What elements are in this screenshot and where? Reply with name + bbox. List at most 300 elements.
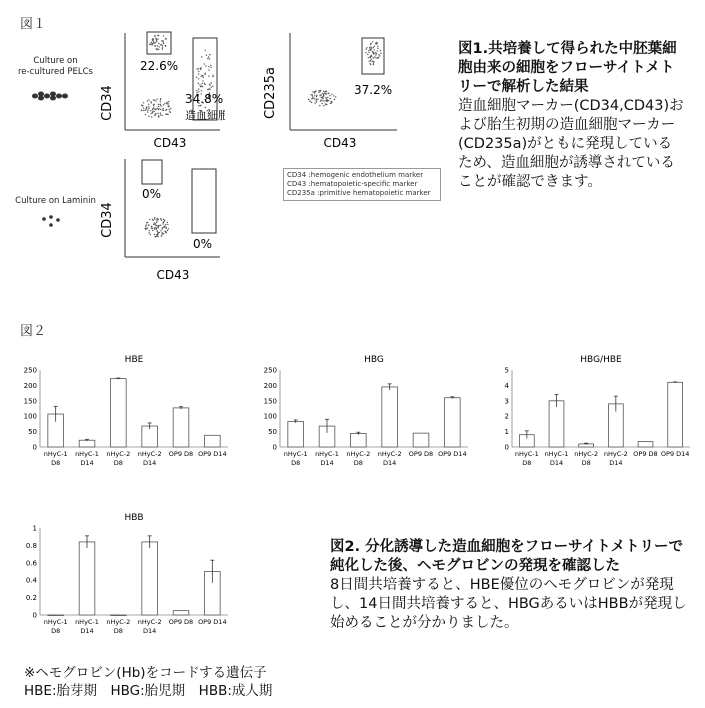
scatter-dot [198,88,199,89]
scatter-dot [154,218,155,219]
chart-hbb [10,508,240,647]
scatter-dot [322,100,323,101]
scatter-dot [206,55,207,56]
scatter-dot [166,228,167,229]
scatter-dot [323,91,324,92]
bar [288,421,304,447]
scatter-dot [314,98,315,99]
chart-title: HBE [124,355,144,365]
scatter-dot [162,227,163,228]
scatter-dot [207,89,208,90]
scatter-dot [166,103,167,104]
scatter-dot [167,222,168,223]
scatter-dot [162,47,163,48]
bar [79,440,95,447]
scatter-dot [161,220,162,221]
scatter-dot [321,103,322,104]
scatter-dot [378,54,379,55]
scatter-dot [167,104,168,105]
scatter-dot [380,53,381,54]
scatter-dot [155,227,156,228]
scatter-dot [331,101,332,102]
scatter-dot [325,91,326,92]
scatter-dot [152,43,153,44]
scatter-dot [373,52,374,53]
bar [351,433,367,447]
scatter-dot [368,50,369,51]
x-tick-label: OP9 D14 [198,450,227,458]
fig2-description [330,538,690,633]
scatter-dot [154,108,155,109]
scatter-dot [157,45,158,46]
scatter-dot [167,224,168,225]
scatter-dot [370,44,371,45]
scatter-dot [204,63,205,64]
fig1-desc-body: 造血細胞マーカー(CD34,CD43)および胎生初期の造血細胞マーカー(CD235a)がともに発現しているため、造血細胞が誘導されていることが確認できます。 [458,98,684,190]
y-tick-label: 100 [23,412,37,421]
scatter-dot [370,49,371,50]
scatter-dot [156,49,157,50]
scatter-dot [375,57,376,58]
scatter-dot [208,69,209,70]
scatter-dot [162,115,163,116]
scatter-dot [154,100,155,101]
y-tick-label: 250 [263,366,277,375]
x-tick-label: D8 [522,459,532,467]
scatter-dot [168,105,169,106]
x-tick-label: nHyC-2 [346,450,371,458]
scatter-dot [331,94,332,95]
scatter-dot [367,54,368,55]
y-tick-label: 5 [504,366,509,375]
y-tick-label: 0 [504,443,509,452]
x-tick-label: OP9 D14 [198,618,227,626]
scatter-dot [160,98,161,99]
scatter-dot [372,51,373,52]
x-tick-label: nHyC-2 [377,450,402,458]
scatter-dot [198,78,199,79]
scatter-dot [202,75,203,76]
x-tick-label: nHyC-1 [315,450,339,458]
scatter-dot [320,95,321,96]
scatter-dot [196,77,197,78]
scatter-dot [324,92,325,93]
x-tick-label: D8 [51,459,61,467]
scatter-dot [198,73,199,74]
scatter-dot [378,57,379,58]
scatter-dot [211,67,212,68]
p2-xlabel: CD43 [323,136,357,150]
x-tick-label: OP9 D8 [168,450,194,458]
scatter-dot [312,95,313,96]
fig1-desc-title: 図1.共培養して得られた中胚葉細胞由来の細胞をフローサイトメトリーで解析した結果 [458,41,677,95]
scatter-dot [150,234,151,235]
single-cells-icon [40,213,62,232]
scatter-dot [147,222,148,223]
bar [173,408,189,447]
scatter-dot [375,54,376,55]
scatter-dot [312,98,313,99]
scatter-dot [167,230,168,231]
bar [638,442,653,447]
scatter-dot [327,97,328,98]
scatter-dot [156,41,157,42]
y-tick-label: 0.6 [25,559,37,568]
y-tick-label: 1 [32,524,37,533]
footnote [24,664,272,700]
scatter-dot [333,95,334,96]
x-tick-label: nHyC-1 [283,450,308,458]
scatter-dot [366,48,367,49]
scatter-dot [166,109,167,110]
scatter-dot [152,40,153,41]
y-tick-label: 150 [263,397,277,406]
scatter-dot [153,105,154,106]
scatter-dot [157,113,158,114]
scatter-dot [210,82,211,83]
scatter-dot [379,55,380,56]
scatter-dot [209,58,210,59]
x-tick-label: nHyC-1 [43,618,68,626]
row2-label: Culture on Laminin [15,196,96,206]
scatter-dot [212,76,213,77]
x-tick-label: D14 [80,459,94,467]
scatter-dot [147,101,148,102]
scatter-dot [147,228,148,229]
scatter-dot [162,48,163,49]
scatter-dot [165,46,166,47]
scatter-dot [170,108,171,109]
scatter-dot [316,100,317,101]
legend-line-cd235a: CD235a :primitive hematopoietic marker [287,189,431,197]
scatter-dot [158,108,159,109]
x-tick-label: nHyC-2 [106,450,131,458]
x-tick-label: OP9 D8 [168,618,194,626]
scatter-dot [365,52,366,53]
x-tick-label: D14 [320,459,334,467]
x-tick-label: OP9 D8 [633,450,658,458]
scatter-dot [377,48,378,49]
scatter-dot [329,98,330,99]
x-tick-label: nHyC-2 [137,450,162,458]
scatter-dot [319,105,320,106]
scatter-dot [163,219,164,220]
x-tick-label: nHyC-1 [544,450,569,458]
scatter-dot [152,230,153,231]
scatter-dot [374,56,375,57]
scatter-dot [373,64,374,65]
scatter-dot [156,99,157,100]
scatter-dot [154,35,155,36]
scatter-dot [209,84,210,85]
scatter-dot [153,42,154,43]
x-tick-label: D14 [549,459,564,467]
scatter-dot [330,103,331,104]
y-tick-label: 3 [504,397,509,406]
scatter-dot [200,69,201,70]
scatter-dot [155,46,156,47]
scatter-dot [161,105,162,106]
scatter-dot [169,109,170,110]
scatter-dot [335,96,336,97]
scatter-dot [148,232,149,233]
x-tick-label: D14 [80,627,94,635]
scatter-dot [368,57,369,58]
scatter-dot [380,50,381,51]
scatter-dot [158,104,159,105]
scatter-dot [328,100,329,101]
scatter-dot [158,227,159,228]
scatter-dot [152,219,153,220]
scatter-dot [160,109,161,110]
scatter-dot [146,107,147,108]
x-tick-label: nHyC-1 [75,618,99,626]
scatter-dot [147,110,148,111]
scatter-dot [210,65,211,66]
scatter-dot [155,42,156,43]
scatter-dot [370,57,371,58]
scatter-dot [148,106,149,107]
scatter-dot [165,231,166,232]
scatter-dot [198,83,199,84]
fig2-label: 図２ [20,324,47,339]
scatter-dot [160,112,161,113]
scatter-dot [377,46,378,47]
scatter-dot [371,56,372,57]
scatter-dot [197,68,198,69]
scatter-dot [163,110,164,111]
scatter-dot [372,41,373,42]
scatter-dot [321,94,322,95]
scatter-dot [198,71,199,72]
scatter-dot [158,115,159,116]
x-tick-label: nHyC-1 [75,450,99,458]
scatter-dot [154,115,155,116]
scatter-dot [377,50,378,51]
x-tick-label: D8 [113,459,123,467]
scatter-dot [152,38,153,39]
y-tick-label: 0 [32,611,37,620]
y-tick-label: 2 [504,412,509,421]
scatter-dot [162,223,163,224]
scatter-dot [163,35,164,36]
scatter-dot [322,96,323,97]
y-tick-label: 150 [23,397,37,406]
scatter-dot [375,52,376,53]
legend-line-cd43: CD43 :hematopoietic-specific marker [287,180,418,188]
scatter-dot [377,42,378,43]
x-tick-label: OP9 D14 [660,450,690,458]
x-tick-label: D14 [609,459,623,467]
x-tick-label: nHyC-1 [43,450,68,458]
p2-ylabel: CD235a [263,67,278,119]
scatter-dot [161,234,162,235]
scatter-dot [151,226,152,227]
x-tick-label: nHyC-2 [106,618,131,626]
bar [111,615,127,616]
scatter-dot [311,98,312,99]
bar [445,398,461,447]
fig1-label: 図１ [20,17,47,32]
scatter-dot [199,84,200,85]
scatter-dot [154,234,155,235]
scatter-dot [146,224,147,225]
scatter-dot [160,99,161,100]
scatter-dot [165,227,166,228]
scatter-dot [151,42,152,43]
scatter-dot [145,109,146,110]
scatter-dot [211,87,212,88]
scatter-dot [202,80,203,81]
bar [549,401,564,447]
scatter-dot [209,88,210,89]
scatter-dot [159,232,160,233]
scatter-dot [160,101,161,102]
x-tick-label: nHyC-2 [137,618,162,626]
y-tick-label: 250 [23,366,37,375]
scatter-dot [311,102,312,103]
y-tick-label: 0 [272,443,277,452]
scatter-dot [159,46,160,47]
bar [79,542,95,615]
scatter-dot [160,218,161,219]
scatter-dot [167,114,168,115]
scatter-dot [156,219,157,220]
scatter-dot [160,114,161,115]
p1-gate2: 34.8% [185,92,224,106]
chart-title: HBB [124,513,144,523]
y-tick-label: 200 [23,381,37,390]
scatter-dot [156,230,157,231]
scatter-dot [164,220,165,221]
scatter-dot [145,226,146,227]
scatter-dot [200,86,201,87]
scatter-dot [158,106,159,107]
scatter-dot [149,43,150,44]
scatter-dot [314,92,315,93]
scatter-dot [157,218,158,219]
scatter-dot [150,110,151,111]
scatter-dot [371,48,372,49]
x-tick-label: D8 [113,627,123,635]
x-tick-label: D8 [51,627,61,635]
scatter-dot [168,101,169,102]
scatter-dot [152,112,153,113]
scatter-dot [143,102,144,103]
scatter-dot [366,47,367,48]
scatter-dot [164,103,165,104]
x-tick-label: D14 [383,459,397,467]
chart-hbg-hbe [482,350,702,479]
p1-ylabel: CD34 [100,85,115,121]
scatter-dot [149,219,150,220]
scatter-dot [373,57,374,58]
scatter-dot [161,235,162,236]
x-tick-label: nHyC-2 [574,450,599,458]
scatter-dot [157,35,158,36]
scatter-dot [308,99,309,100]
scatter-dot [151,116,152,117]
scatter-dot [160,225,161,226]
scatter-dot [208,66,209,67]
scatter-dot [209,54,210,55]
scatter-dot [143,110,144,111]
scatter-dot [312,91,313,92]
scatter-dot [326,101,327,102]
legend-line-cd34: CD34 :hemogenic endothelium marker [287,171,424,179]
scatter-dot [309,101,310,102]
scatter-dot [205,50,206,51]
scatter-dot [373,63,374,64]
x-tick-label: D8 [581,459,591,467]
scatter-dot [165,224,166,225]
scatter-dot [320,90,321,91]
scatter-dot [318,90,319,91]
flow-plot-cd34-cd43-laminin [95,155,225,289]
scatter-dot [198,68,199,69]
y-tick-label: 50 [28,428,37,437]
flow-plot-cd34-cd43-pelc [95,28,225,157]
scatter-dot [160,104,161,105]
scatter-dot [316,95,317,96]
scatter-dot [323,98,324,99]
x-tick-label: D14 [143,627,157,635]
y-tick-label: 0.8 [25,541,37,550]
y-tick-label: 0.2 [25,594,37,603]
scatter-dot [155,224,156,225]
scatter-dot [147,111,148,112]
p3-gate2: 0% [193,237,213,251]
bar [173,611,189,615]
scatter-dot [371,59,372,60]
scatter-dot [153,224,154,225]
bar [142,542,158,615]
scatter-dot [149,230,150,231]
scatter-dot [371,61,372,62]
scatter-dot [162,40,163,41]
scatter-dot [368,52,369,53]
y-tick-label: 1 [504,428,509,437]
scatter-dot [163,108,164,109]
scatter-dot [162,232,163,233]
scatter-dot [143,107,144,108]
scatter-dot [326,104,327,105]
scatter-dot [314,95,315,96]
chart-title: HBG/HBE [580,355,622,365]
scatter-dot [321,97,322,98]
fig2-desc-body: 8日間共培養すると、HBE優位のヘモグロビンが発現し、14日間共培養すると、HBGあるいはHBBが発現し始めることが分かりました。 [330,577,687,631]
p1-gate1: 22.6% [140,59,179,73]
scatter-dot [154,217,155,218]
scatter-dot [315,90,316,91]
bar [111,379,127,447]
scatter-dot [163,43,164,44]
scatter-dot [374,49,375,50]
scatter-dot [316,101,317,102]
scatter-dot [155,100,156,101]
bar [142,426,158,447]
scatter-dot [162,45,163,46]
scatter-dot [152,108,153,109]
p2-gate1: 37.2% [354,83,393,97]
y-tick-label: 0 [32,443,37,452]
scatter-dot [148,225,149,226]
scatter-dot [323,105,324,106]
marker-legend [283,168,441,201]
bar [413,433,429,447]
scatter-dot [317,99,318,100]
scatter-dot [202,83,203,84]
